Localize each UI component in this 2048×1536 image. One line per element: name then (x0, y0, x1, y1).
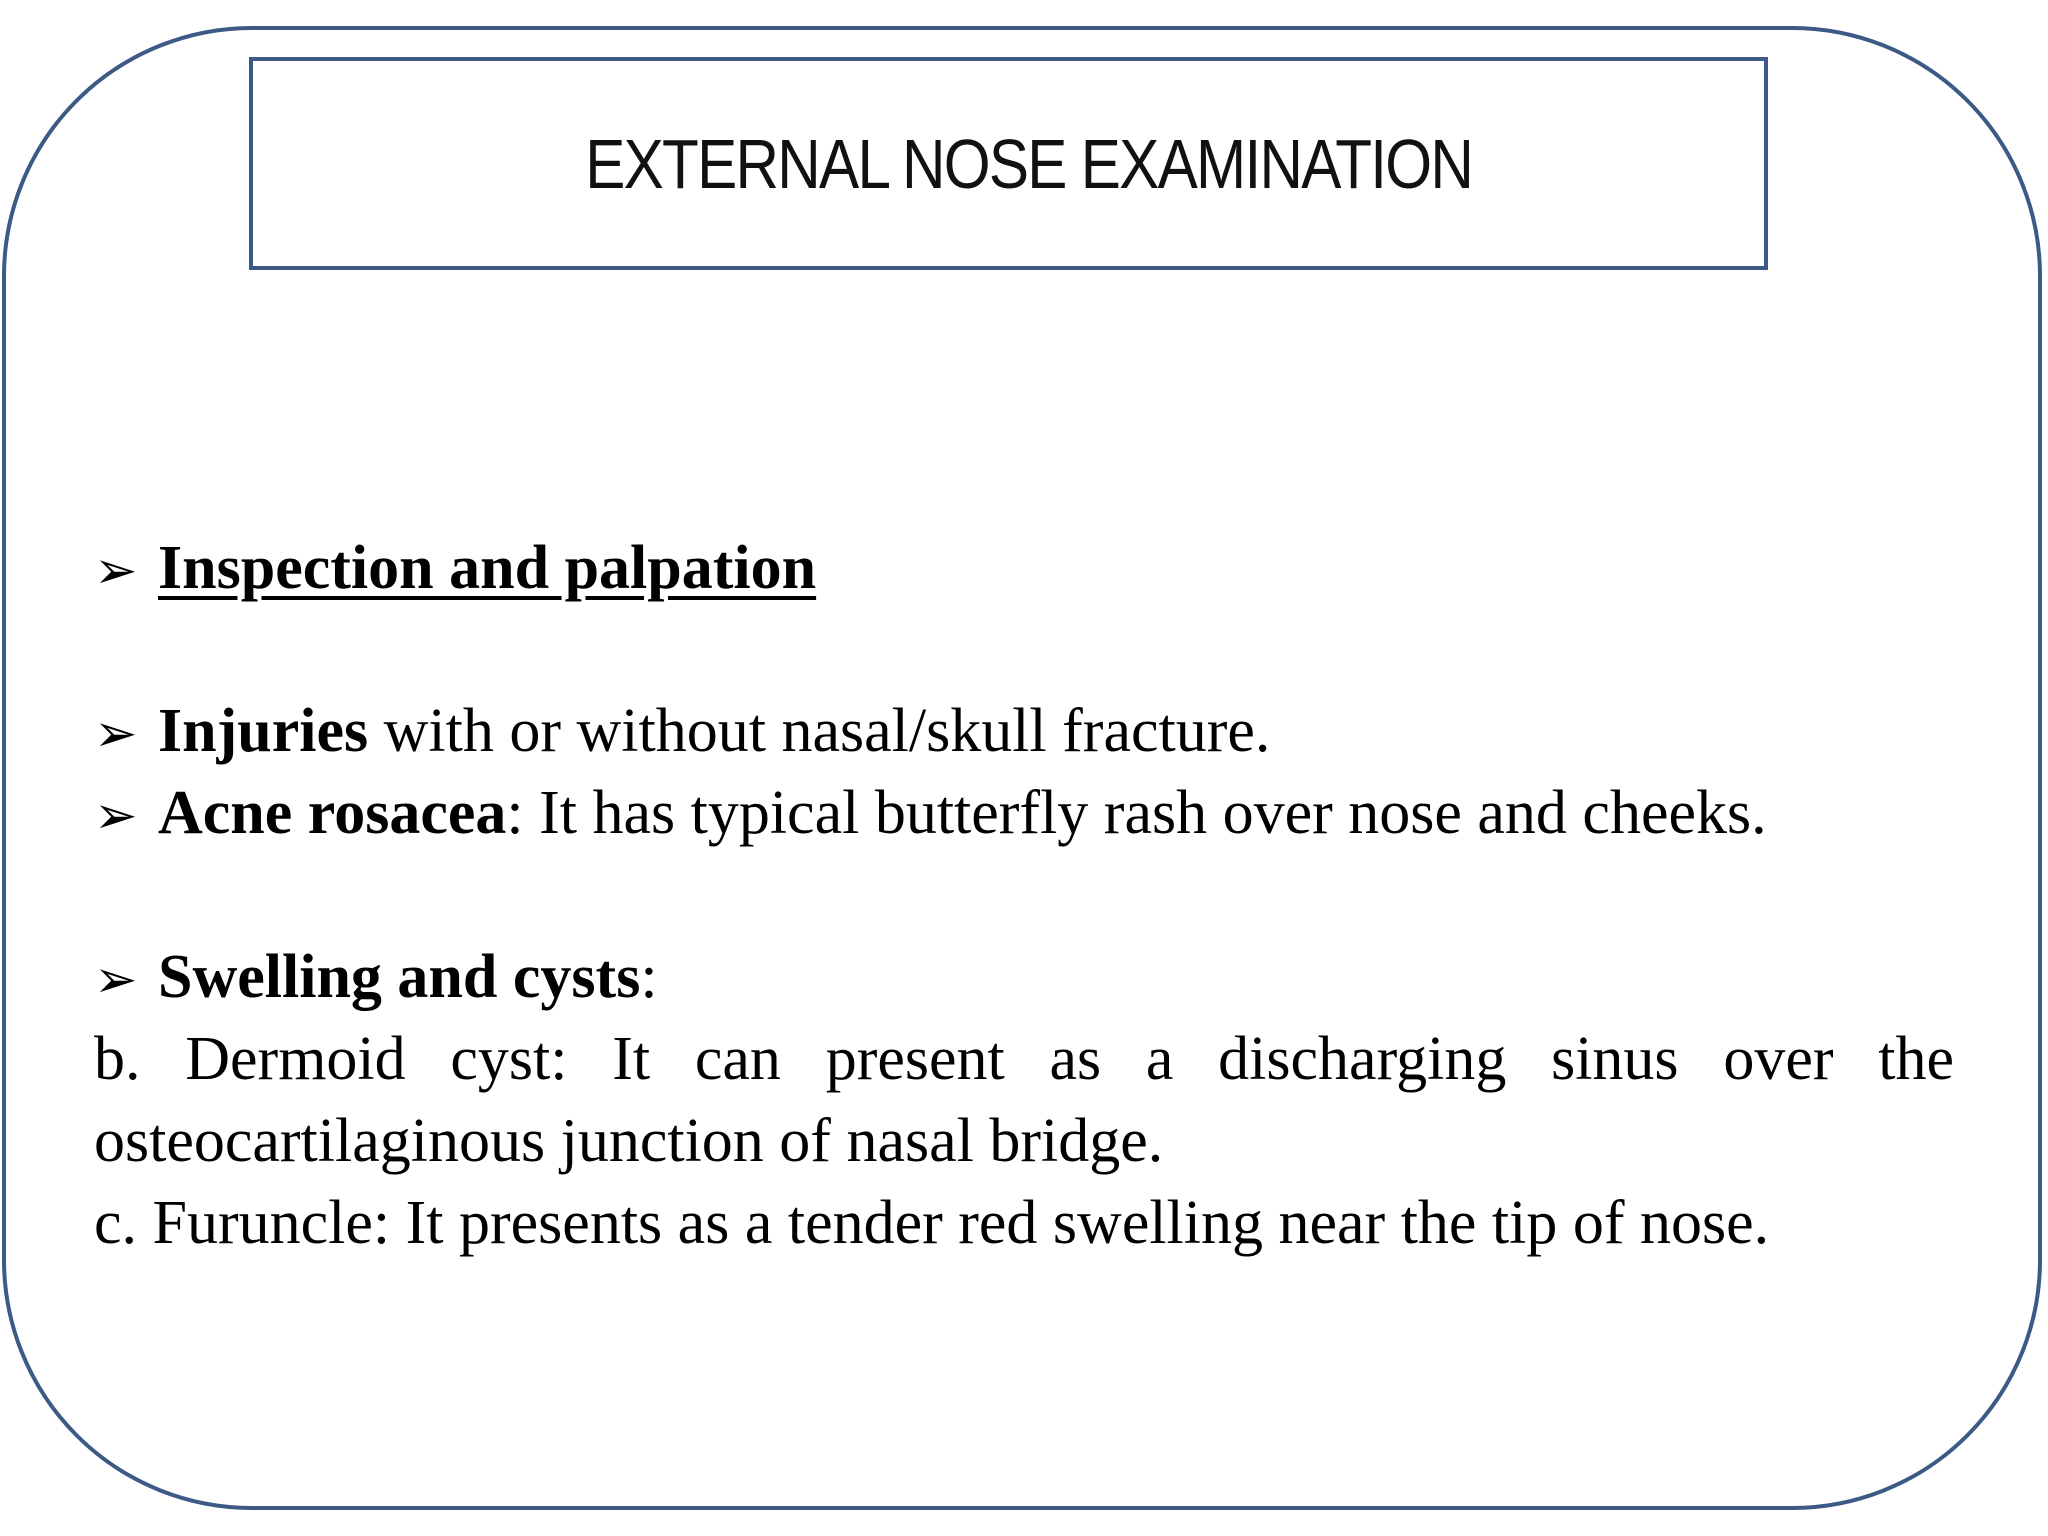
title-box (249, 57, 1768, 270)
furuncle-line: c. Furuncle: It presents as a tender red swelling near the tip of nose. (94, 1189, 1770, 1257)
bullet-arrow-icon: ➢ (94, 541, 138, 601)
bullet-arrow-icon: ➢ (94, 786, 138, 846)
swelling-suffix: : (640, 943, 658, 1011)
slide-title: EXTERNAL NOSE EXAMINATION (585, 124, 1472, 203)
bullet-inspection (94, 534, 817, 602)
inspection-heading: Inspection and palpation (158, 534, 817, 602)
acne-term: Acne rosacea (158, 779, 507, 847)
bullet-arrow-icon: ➢ (94, 950, 138, 1010)
acne-text: : It has typical butterfly rash over nose and cheeks. (506, 779, 1767, 847)
bullet-arrow-icon: ➢ (94, 704, 138, 764)
bullet-acne (94, 779, 1767, 847)
bullet-swelling (94, 943, 658, 1011)
injuries-term: Injuries (158, 697, 369, 765)
swelling-term: Swelling and cysts (158, 943, 641, 1011)
dermoid-line-1: b. Dermoid cyst: It can present as a discharging sinus over the (94, 1025, 1954, 1093)
dermoid-line-2: osteocartilaginous junction of nasal bridge. (94, 1107, 1164, 1175)
bullet-injuries (94, 697, 1271, 765)
injuries-text: with or without nasal/skull fracture. (368, 697, 1271, 765)
